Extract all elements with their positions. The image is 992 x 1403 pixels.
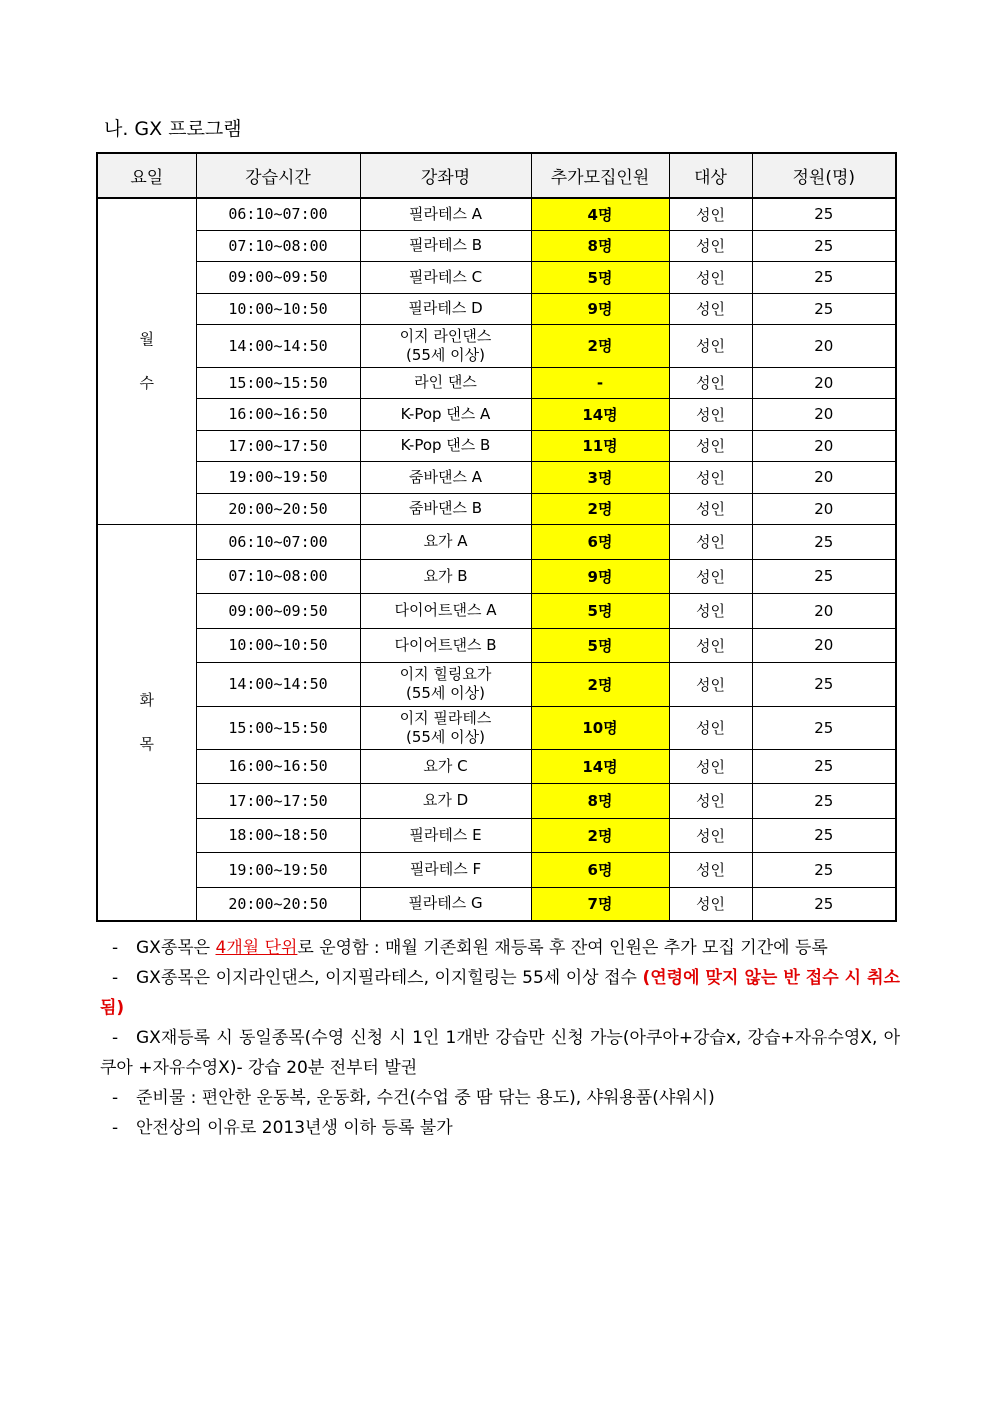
class-name: 줌바댄스 B [408, 499, 483, 517]
table-row [97, 398, 896, 430]
header-time: 강습시간 [196, 153, 360, 198]
extra-recruit-cell: 6명 [531, 524, 669, 559]
class-name: 필라테스 A [409, 204, 482, 223]
table-row [97, 559, 896, 593]
table-row [97, 887, 896, 921]
class-name-cell [360, 293, 531, 324]
table-row [97, 783, 896, 818]
day-label: 수 [139, 374, 154, 393]
extra-recruit-cell: 14명 [531, 398, 669, 430]
table-row [97, 593, 896, 628]
time-cell: 19:00~19:50 [196, 852, 360, 887]
extra-recruit-cell: 5명 [531, 593, 669, 628]
time-cell: 15:00~15:50 [196, 706, 360, 749]
target-cell: 성인 [669, 749, 752, 783]
time-cell: 19:00~19:50 [196, 461, 360, 493]
capacity-cell: 25 [752, 230, 896, 261]
target-cell: 성인 [669, 852, 752, 887]
day-label: 목 [139, 735, 154, 754]
table-row [97, 461, 896, 493]
capacity-cell: 25 [752, 261, 896, 293]
note-4: - 준비물 : 편안한 운동복, 운동화, 수건(수업 중 땀 닦는 용도), 샤워용품(샤워시) [112, 1088, 715, 1108]
extra-recruit-cell: 9명 [531, 559, 669, 593]
target-cell: 성인 [669, 230, 752, 261]
class-name-cell [360, 493, 531, 524]
class-name: 필라테스 F [409, 860, 482, 878]
class-name-cell [360, 628, 531, 662]
table-row [97, 524, 896, 559]
class-age-note: (55세 이상) [405, 727, 486, 746]
table-header-row [97, 153, 896, 198]
extra-recruit-cell: 11명 [531, 430, 669, 461]
time-cell: 07:10~08:00 [196, 559, 360, 593]
table-row [97, 628, 896, 662]
day-group-cell [97, 198, 196, 524]
target-cell: 성인 [669, 324, 752, 367]
note-2: - GX종목은 이지라인댄스, 이지필라테스, 이지힐링는 55세 이상 접수 (연령에 맞지 않는 반 접수 시 취소됨) [100, 968, 900, 1018]
time-cell: 09:00~09:50 [196, 261, 360, 293]
time-cell: 14:00~14:50 [196, 324, 360, 367]
capacity-cell: 20 [752, 398, 896, 430]
class-name-cell [360, 261, 531, 293]
header-extra-recruit: 추가모집인원 [531, 153, 669, 198]
extra-recruit-cell: 10명 [531, 706, 669, 749]
extra-recruit-cell: 8명 [531, 783, 669, 818]
capacity-cell: 20 [752, 461, 896, 493]
class-name: 필라테스 B [408, 236, 483, 254]
notes-section [100, 933, 900, 1143]
class-name: 필라테스 E [409, 825, 482, 844]
class-name-cell [360, 887, 531, 921]
class-name: 요가 A [423, 532, 468, 550]
table-row [97, 749, 896, 783]
class-name-cell [360, 559, 531, 593]
class-name: 요가 C [423, 756, 468, 775]
target-cell: 성인 [669, 887, 752, 921]
class-name: K-Pop 댄스 B [400, 436, 491, 454]
target-cell: 성인 [669, 628, 752, 662]
table-row [97, 367, 896, 398]
class-name-cell [360, 662, 531, 706]
class-name: 필라테스 G [408, 894, 483, 913]
class-name: 요가 D [422, 791, 469, 809]
class-name: 이지 필라테스 [399, 708, 492, 727]
capacity-cell: 25 [752, 783, 896, 818]
header-capacity: 정원(명) [752, 153, 896, 198]
note-2-warning: (연령에 맞지 않는 반 접수 시 취소됨) [100, 968, 900, 1018]
capacity-cell: 25 [752, 198, 896, 230]
target-cell: 성인 [669, 524, 752, 559]
target-cell: 성인 [669, 198, 752, 230]
table-row [97, 818, 896, 852]
time-cell: 06:10~07:00 [196, 524, 360, 559]
class-age-note: (55세 이상) [405, 345, 486, 364]
table-row [97, 852, 896, 887]
class-name-cell [360, 324, 531, 367]
table-row [97, 261, 896, 293]
class-name-cell [360, 461, 531, 493]
extra-recruit-cell: 6명 [531, 852, 669, 887]
extra-recruit-cell: 14명 [531, 749, 669, 783]
time-cell: 10:00~10:50 [196, 293, 360, 324]
capacity-cell: 25 [752, 887, 896, 921]
table-row [97, 493, 896, 524]
target-cell: 성인 [669, 261, 752, 293]
time-cell: 06:10~07:00 [196, 198, 360, 230]
extra-recruit-cell: 5명 [531, 261, 669, 293]
class-name: 다이어트댄스 A [394, 601, 497, 619]
class-name: 줌바댄스 A [409, 467, 482, 486]
extra-recruit-cell: 2명 [531, 818, 669, 852]
header-class-name: 강좌명 [360, 153, 531, 198]
time-cell: 10:00~10:50 [196, 628, 360, 662]
class-name-cell [360, 706, 531, 749]
table-row [97, 198, 896, 230]
class-name-cell [360, 749, 531, 783]
time-cell: 14:00~14:50 [196, 662, 360, 706]
capacity-cell: 25 [752, 524, 896, 559]
time-cell: 16:00~16:50 [196, 398, 360, 430]
time-cell: 20:00~20:50 [196, 887, 360, 921]
capacity-cell: 25 [752, 818, 896, 852]
class-age-note: (55세 이상) [405, 684, 486, 702]
table-row [97, 706, 896, 749]
target-cell: 성인 [669, 398, 752, 430]
time-cell: 09:00~09:50 [196, 593, 360, 628]
class-name: 라인 댄스 [414, 373, 477, 391]
capacity-cell: 20 [752, 324, 896, 367]
time-cell: 20:00~20:50 [196, 493, 360, 524]
class-name-cell [360, 593, 531, 628]
note-5: - 안전상의 이유로 2013년생 이하 등록 불가 [112, 1118, 453, 1138]
target-cell: 성인 [669, 493, 752, 524]
table-row [97, 230, 896, 261]
class-name: 요가 B [423, 566, 468, 585]
note-1-highlight: 4개월 단위 [215, 938, 298, 958]
time-cell: 17:00~17:50 [196, 430, 360, 461]
target-cell: 성인 [669, 430, 752, 461]
time-cell: 15:00~15:50 [196, 367, 360, 398]
extra-recruit-cell: 4명 [531, 198, 669, 230]
class-name: 필라테스 D [408, 299, 483, 317]
class-name-cell [360, 818, 531, 852]
table-row [97, 293, 896, 324]
capacity-cell: 20 [752, 430, 896, 461]
time-cell: 07:10~08:00 [196, 230, 360, 261]
target-cell: 성인 [669, 367, 752, 398]
capacity-cell: 25 [752, 293, 896, 324]
gx-schedule-table [96, 152, 897, 922]
class-name-cell [360, 398, 531, 430]
class-name: K-Pop 댄스 A [400, 404, 491, 423]
extra-recruit-cell: 7명 [531, 887, 669, 921]
target-cell: 성인 [669, 293, 752, 324]
class-name-cell [360, 783, 531, 818]
extra-recruit-cell: - [531, 367, 669, 398]
extra-recruit-cell: 8명 [531, 230, 669, 261]
class-name-cell [360, 852, 531, 887]
class-name-cell [360, 524, 531, 559]
header-target: 대상 [669, 153, 752, 198]
time-cell: 18:00~18:50 [196, 818, 360, 852]
target-cell: 성인 [669, 461, 752, 493]
extra-recruit-cell: 2명 [531, 493, 669, 524]
extra-recruit-cell: 2명 [531, 324, 669, 367]
class-name-cell [360, 367, 531, 398]
capacity-cell: 25 [752, 749, 896, 783]
header-day: 요일 [97, 153, 196, 198]
capacity-cell: 25 [752, 852, 896, 887]
capacity-cell: 20 [752, 628, 896, 662]
day-label: 화 [139, 691, 154, 710]
class-name-cell [360, 430, 531, 461]
class-name-cell [360, 198, 531, 230]
capacity-cell: 25 [752, 559, 896, 593]
target-cell: 성인 [669, 593, 752, 628]
capacity-cell: 20 [752, 593, 896, 628]
table-row [97, 324, 896, 367]
target-cell: 성인 [669, 559, 752, 593]
time-cell: 16:00~16:50 [196, 749, 360, 783]
class-name: 이지 라인댄스 [399, 326, 492, 345]
extra-recruit-cell: 9명 [531, 293, 669, 324]
capacity-cell: 25 [752, 706, 896, 749]
capacity-cell: 20 [752, 367, 896, 398]
target-cell: 성인 [669, 662, 752, 706]
day-group-cell [97, 524, 196, 921]
note-1: - GX종목은 4개월 단위로 운영함 : 매월 기존회원 재등록 후 잔여 인원은 추가 모집 기간에 등록 [112, 938, 828, 958]
table-row [97, 430, 896, 461]
class-name-cell [360, 230, 531, 261]
target-cell: 성인 [669, 783, 752, 818]
note-3: - GX재등록 시 동일종목(수영 신청 시 1인 1개반 강습만 신청 가능(아쿠아+강습x, 강습+자유수영X, 아쿠아 +자유수영X)- 강습 20분 전부터 발권 [100, 1028, 900, 1078]
time-cell: 17:00~17:50 [196, 783, 360, 818]
target-cell: 성인 [669, 818, 752, 852]
class-name: 이지 힐링요가 [399, 665, 492, 683]
capacity-cell: 20 [752, 493, 896, 524]
day-label: 월 [139, 330, 154, 349]
extra-recruit-cell: 3명 [531, 461, 669, 493]
extra-recruit-cell: 5명 [531, 628, 669, 662]
class-name: 필라테스 C [408, 267, 483, 286]
capacity-cell: 25 [752, 662, 896, 706]
class-name: 다이어트댄스 B [394, 635, 497, 654]
table-row [97, 662, 896, 706]
extra-recruit-cell: 2명 [531, 662, 669, 706]
section-title: 나. GX 프로그램 [104, 118, 242, 140]
target-cell: 성인 [669, 706, 752, 749]
